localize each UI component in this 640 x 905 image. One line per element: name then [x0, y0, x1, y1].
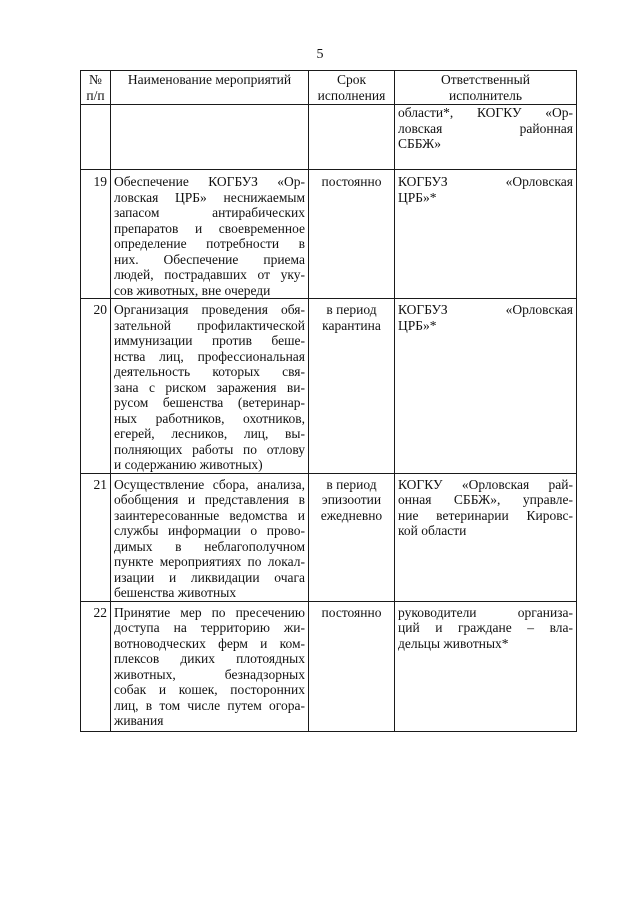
text-line: Принятие мер по пресечению [114, 604, 305, 620]
text-line: кой области [398, 523, 467, 538]
text-line: онная СББЖ», управле- [398, 492, 573, 507]
text-line: деятельность которых свя- [114, 364, 305, 379]
table-header-row [81, 71, 577, 105]
text-line: вотноводческих ферм и ком- [114, 635, 305, 651]
text-line: КОГБУЗ «Орловская [398, 174, 573, 189]
header-term [309, 71, 395, 105]
text-line: ЦРБ»* [398, 317, 437, 333]
text-line: зана с риском заражения ви- [114, 379, 305, 395]
table-row-continuation [81, 105, 577, 170]
text-line: зательной профилактической [114, 317, 305, 333]
text-line: ных работников, охотников, [114, 410, 305, 426]
text-line: ловская районная [398, 120, 573, 136]
header-measure-name-line: Наименование мероприятий [127, 72, 292, 87]
header-term-line: исполнения [317, 87, 386, 103]
cell-term [309, 601, 395, 731]
header-number [81, 71, 111, 105]
text-line: и содержанию животных) [114, 457, 263, 472]
cell-measure-name [111, 601, 309, 731]
text-line: людей, пострадавших от уку- [114, 267, 305, 282]
cell-term [309, 299, 395, 474]
text-line: живания [114, 713, 164, 728]
cell-measure-name [111, 170, 309, 299]
text-line: запасом антирабических [114, 205, 305, 220]
cell-term [309, 105, 395, 170]
cell-measure-name [111, 105, 309, 170]
text-line: егерей, лесников, лиц, вы- [114, 426, 305, 441]
cell-measure-name [111, 299, 309, 474]
text-line: Организация проведения обя- [114, 302, 305, 317]
header-number-line: п/п [86, 87, 105, 103]
text-line: области*, КОГКУ «Ор- [398, 105, 573, 120]
text-line: постоянно [321, 174, 382, 189]
text-line: ций и граждане – вла- [398, 620, 573, 635]
header-number-line: № [89, 72, 102, 87]
measures-table [80, 70, 577, 732]
text-line: в период [326, 302, 377, 317]
cell-number: 21 [81, 473, 111, 601]
cell-number: 22 [81, 601, 111, 731]
text-line: постоянно [321, 604, 382, 620]
text-line: препаратов и своевременное [114, 220, 305, 236]
text-line: собак и кошек, посторонних [114, 682, 305, 697]
text-line: изации и ликвидации очага [114, 569, 305, 585]
text-line: сов животных, вне очереди [114, 282, 271, 298]
text-line: них. Обеспечение приема [114, 251, 305, 267]
text-line: плексов диких плотоядных [114, 651, 305, 666]
text-line: иммунизации против беше- [114, 333, 305, 348]
page-number: 5 [316, 47, 324, 62]
text-line: ЦРБ»* [398, 189, 437, 205]
text-line: обобщения и представления в [114, 492, 305, 507]
text-line: животных, безнадзорных [114, 666, 305, 682]
table-row [81, 473, 577, 601]
text-line: пункте мероприятиях по локал- [114, 554, 305, 569]
text-line: Осуществление сбора, анализа, [114, 476, 305, 492]
text-line: Обеспечение КОГБУЗ «Ор- [114, 174, 305, 189]
cell-number: 20 [81, 299, 111, 474]
header-measure-name [111, 71, 309, 105]
text-line: доступа на территорию жи- [114, 620, 305, 635]
cell-responsible [395, 170, 577, 299]
text-line: ловская ЦРБ» неснижаемым [114, 189, 305, 205]
text-line: определение потребности в [114, 236, 305, 251]
table-row [81, 299, 577, 474]
text-line: димых в неблагополучном [114, 538, 305, 554]
table-row [81, 601, 577, 731]
text-line: карантина [322, 317, 381, 333]
text-line: заинтересованные ведомства и [114, 507, 305, 523]
table-row [81, 170, 577, 299]
cell-measure-name [111, 473, 309, 601]
cell-term [309, 473, 395, 601]
header-responsible-line: исполнитель [449, 87, 522, 103]
text-line: лиц, в том числе путем огора- [114, 697, 305, 713]
text-line: русом бешенства (ветеринар- [114, 395, 305, 410]
header-term-line: Срок [336, 72, 367, 87]
text-line: КОГКУ «Орловская рай- [398, 476, 573, 492]
cell-number: 19 [81, 170, 111, 299]
text-line: эпизоотии [321, 492, 382, 507]
cell-responsible [395, 601, 577, 731]
cell-responsible [395, 105, 577, 170]
text-line: службы информации о прово- [114, 523, 305, 538]
cell-responsible [395, 299, 577, 474]
text-line: в период [326, 476, 377, 492]
header-responsible [395, 71, 577, 105]
text-line: ние ветеринарии Кировс- [398, 507, 573, 523]
cell-responsible [395, 473, 577, 601]
text-line: нства лиц, профессиональная [114, 348, 305, 364]
text-line: бешенства животных [114, 585, 237, 600]
text-line: ежедневно [320, 507, 383, 523]
text-line: СББЖ» [398, 136, 442, 151]
text-line: руководители организа- [398, 604, 573, 620]
text-line: КОГБУЗ «Орловская [398, 302, 573, 317]
text-line: дельцы животных* [398, 635, 509, 651]
cell-number [81, 105, 111, 170]
header-responsible-line: Ответственный [441, 72, 530, 87]
text-line: полняющих работы по отлову [114, 441, 305, 457]
cell-term [309, 170, 395, 299]
